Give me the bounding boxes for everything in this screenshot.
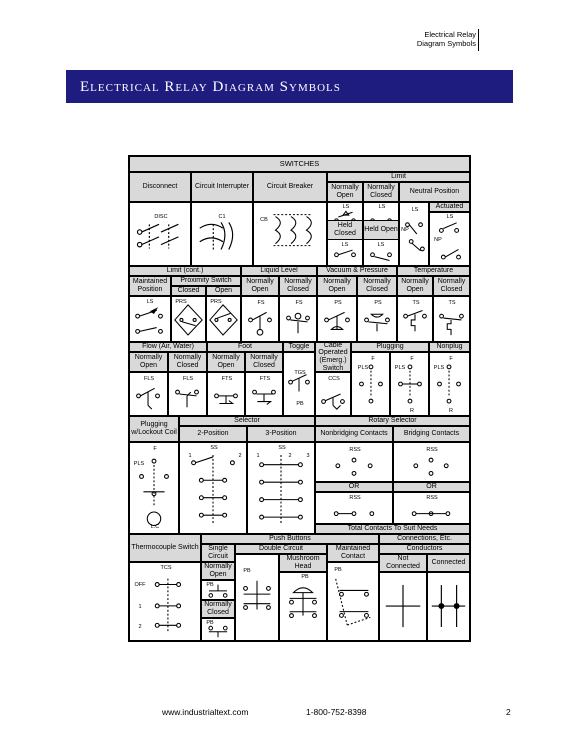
three-position-header: 3-Position: [247, 426, 315, 442]
nonbridging-header: Nonbridging Contacts: [315, 426, 393, 442]
liquid-level-header: Liquid Level: [241, 266, 317, 276]
total-contacts-label: Total Contacts To Suit Needs: [315, 524, 470, 534]
actuated-symbol: [429, 212, 470, 266]
actuated-np-label: NP: [434, 237, 442, 243]
foot-nc-header: Normally Closed: [245, 352, 283, 372]
vacuum-no-header: Normally Open: [317, 276, 357, 296]
single-no-symbol: [201, 580, 235, 600]
three-position-symbol: [247, 442, 315, 534]
flow-nc-header: Normally Closed: [168, 352, 207, 372]
limit-no-ls-label: LS: [342, 204, 350, 210]
temperature-header: Temperature: [397, 266, 470, 276]
flow-nc-symbol: [168, 372, 207, 416]
flow-no-header: Normally Open: [129, 352, 168, 372]
proximity-open-symbol: [206, 296, 241, 342]
three-pos-3-label: 3: [306, 453, 310, 459]
temp-nc-symbol: [433, 296, 470, 342]
vacuum-nc-symbol: [357, 296, 397, 342]
maintained-pb-label: PB: [334, 567, 342, 573]
circuit-breaker-symbol: [253, 202, 327, 266]
rotary-selector-header: Rotary Selector: [315, 416, 470, 426]
plugging-header: Plugging: [351, 342, 429, 352]
disconnect-header: Disconnect: [129, 172, 191, 202]
neutral-position-header: Neutral Position: [399, 182, 470, 202]
temp-nc-ts-label: TS: [448, 300, 456, 306]
thermocouple-header: Thermocouple Switch: [129, 534, 201, 562]
prs-closed-label: PRS: [175, 299, 187, 305]
running-header-line1: Electrical Relay: [424, 30, 476, 39]
temp-nc-header: Normally Closed: [433, 276, 470, 296]
vacuum-nc-ps-label: PS: [374, 300, 382, 306]
temp-no-symbol: [397, 296, 433, 342]
two-pos-1-label: 1: [188, 453, 192, 459]
disc-label: DISC: [154, 214, 168, 220]
nonplug-pls-label: PLS: [433, 365, 445, 371]
limit-no-header: Normally Open: [327, 182, 363, 202]
nonplug-symbol: [429, 352, 470, 416]
maintained-contact-header: Maintained Contact: [327, 544, 379, 562]
temp-no-header: Normally Open: [397, 276, 433, 296]
held-open-label: Held Open: [363, 220, 399, 240]
double-circuit-header: Double Circuit: [235, 544, 327, 554]
single-no-pb-label: PB: [206, 582, 214, 588]
foot-nc-symbol: [245, 372, 283, 416]
flow-no-fls-label: FLS: [143, 376, 155, 382]
nonbridging-rss-label-2: RSS: [349, 495, 361, 501]
actuated-ls-label: LS: [446, 214, 454, 220]
foot-no-header: Normally Open: [207, 352, 245, 372]
single-circuit-header: Single Circuit: [201, 544, 235, 562]
nonplug-r-label: R: [449, 408, 453, 414]
tcs-label: TCS: [160, 565, 172, 571]
cable-ccs-label: CCS: [328, 376, 340, 382]
disconnect-symbol: [129, 202, 191, 266]
liquid-no-fs-label: FS: [257, 300, 265, 306]
vacuum-no-symbol: [317, 296, 357, 342]
cable-operated-symbol: [315, 372, 351, 416]
limit-cont-header: Limit (cont.): [129, 266, 241, 276]
plugging-f-label-2: F: [410, 356, 414, 362]
flow-nc-fls-label: FLS: [182, 376, 194, 382]
plugging-pls-label-2: PLS: [394, 365, 406, 371]
two-pos-ss-label: SS: [210, 445, 218, 451]
bridging-or-label: OR: [393, 482, 470, 492]
page-title: Electrical Relay Diagram Symbols: [80, 79, 341, 95]
connected-symbol: [427, 572, 470, 641]
toggle-header: Toggle: [283, 342, 315, 352]
switches-header: SWITCHES: [129, 156, 470, 172]
nonplug-header: Nonplug: [429, 342, 470, 352]
flow-no-symbol: [129, 372, 168, 416]
toggle-tgs-label: TGS: [294, 370, 306, 376]
two-position-symbol: [179, 442, 247, 534]
nonbridging-symbol-1: [315, 442, 393, 482]
toggle-symbol: [283, 352, 315, 416]
vacuum-no-ps-label: PS: [334, 300, 342, 306]
proximity-closed-header: Closed: [171, 286, 206, 296]
single-nc-pb-label: PB: [206, 620, 214, 626]
three-pos-ss-label: SS: [278, 445, 286, 451]
held-closed-label: Held Closed: [327, 220, 363, 240]
liquid-nc-fs-label: FS: [295, 300, 303, 306]
nonbridging-symbol-2: [315, 492, 393, 524]
actuated-header: Actuated: [429, 202, 470, 212]
bridging-symbol-2: [393, 492, 470, 524]
vacuum-nc-header: Normally Closed: [357, 276, 397, 296]
limit-nc-header: Normally Closed: [363, 182, 399, 202]
foot-no-fts-label: FTS: [221, 376, 233, 382]
nonbridging-or-label: OR: [315, 482, 393, 492]
mushroom-head-header: Mushroom Head: [279, 554, 327, 572]
bridging-rss-label-2: RSS: [426, 495, 438, 501]
neutral-np-label: NP: [401, 227, 409, 233]
prs-open-label: PRS: [210, 299, 222, 305]
running-header-line2: Diagram Symbols: [416, 39, 476, 48]
conductors-header: Conductors: [379, 544, 470, 554]
maintained-contact-symbol: [327, 562, 379, 641]
liquid-no-header: Normally Open: [241, 276, 279, 296]
held-closed-ls-label: LS: [341, 242, 349, 248]
two-position-header: 2-Position: [179, 426, 247, 442]
proximity-switch-header: Proximity Switch: [171, 276, 241, 286]
circuit-interrupter-header: Circuit Interrupter: [191, 172, 253, 202]
cable-operated-header: Cable Operated (Emerg.) Switch: [315, 342, 351, 372]
running-header: [417, 30, 476, 48]
plugging-lockout-symbol: [129, 442, 179, 534]
foot-no-symbol: [207, 372, 245, 416]
lockout-pls-label: PLS: [133, 461, 145, 467]
bridging-symbol-1: [393, 442, 470, 482]
foot-header: Foot: [207, 342, 283, 352]
page-number: 2: [506, 707, 511, 717]
plugging-f-label-1: F: [371, 356, 375, 362]
bridging-header: Bridging Contacts: [393, 426, 470, 442]
lockout-lc-label: L.C: [150, 524, 160, 530]
selector-header: Selector: [179, 416, 315, 426]
single-nc-symbol: [201, 618, 235, 641]
vacuum-pressure-header: Vacuum & Pressure: [317, 266, 397, 276]
foot-nc-fts-label: FTS: [259, 376, 271, 382]
circuit-breaker-header: Circuit Breaker: [253, 172, 327, 202]
lockout-f-label: F: [153, 446, 157, 452]
not-connected-symbol: [379, 572, 427, 641]
tcs-off-label: OFF: [134, 582, 146, 588]
plugging-symbol-1: [351, 352, 390, 416]
held-open-ls-label: LS: [377, 242, 385, 248]
neutral-ls-label: LS: [411, 207, 419, 213]
neutral-position-symbol: [399, 202, 429, 266]
bridging-rss-label-1: RSS: [426, 447, 438, 453]
flow-header: Flow (Air, Water): [129, 342, 207, 352]
single-no-label: Normally Open: [201, 562, 235, 580]
plugging-symbol-2: [390, 352, 429, 416]
push-buttons-header: Push Buttons: [201, 534, 379, 544]
proximity-open-header: Open: [206, 286, 241, 296]
three-pos-2-label: 2: [288, 453, 292, 459]
symbols-chart: [128, 155, 471, 642]
nonplug-f-label: F: [449, 356, 453, 362]
liquid-nc-header: Normally Closed: [279, 276, 317, 296]
two-pos-2-label: 2: [238, 453, 242, 459]
proximity-closed-symbol: [171, 296, 206, 342]
toggle-pb-label: PB: [296, 401, 304, 407]
temp-no-ts-label: TS: [412, 300, 420, 306]
circuit-interrupter-symbol: [191, 202, 253, 266]
plugging-r-label: R: [410, 408, 414, 414]
connected-header: Connected: [427, 554, 470, 572]
connections-header: Connections, Etc.: [379, 534, 470, 544]
footer-url: www.industrialtext.com: [162, 707, 249, 717]
plugging-pls-label-1: PLS: [357, 365, 369, 371]
not-connected-header: Not Connected: [379, 554, 427, 572]
limit-nc-ls-label: LS: [378, 204, 386, 210]
mushroom-head-symbol: [279, 572, 327, 641]
maintained-position-symbol: [129, 296, 171, 342]
plugging-lockout-header: Plugging w/Lockout Coil: [129, 416, 179, 442]
cb-label: CB: [260, 217, 268, 223]
maintained-ls-label: LS: [146, 299, 154, 305]
maintained-position-header: Maintained Position: [129, 276, 171, 296]
c1-label: C1: [218, 214, 226, 220]
footer-phone: 1-800-752-8398: [306, 707, 367, 717]
mushroom-pb-label: PB: [301, 574, 309, 580]
liquid-nc-symbol: [279, 296, 317, 342]
nonbridging-rss-label-1: RSS: [349, 447, 361, 453]
thermocouple-symbol: [129, 562, 201, 641]
three-pos-1-label: 1: [256, 453, 260, 459]
tcs-1-label: 1: [138, 604, 142, 610]
double-pb-label: PB: [243, 568, 251, 574]
liquid-no-symbol: [241, 296, 279, 342]
single-nc-label: Normally Closed: [201, 600, 235, 618]
title-banner: [66, 70, 513, 103]
tcs-2-label: 2: [138, 624, 142, 630]
limit-header: Limit: [327, 172, 470, 182]
header-rule: [478, 29, 479, 51]
double-circuit-symbol: [235, 554, 279, 641]
